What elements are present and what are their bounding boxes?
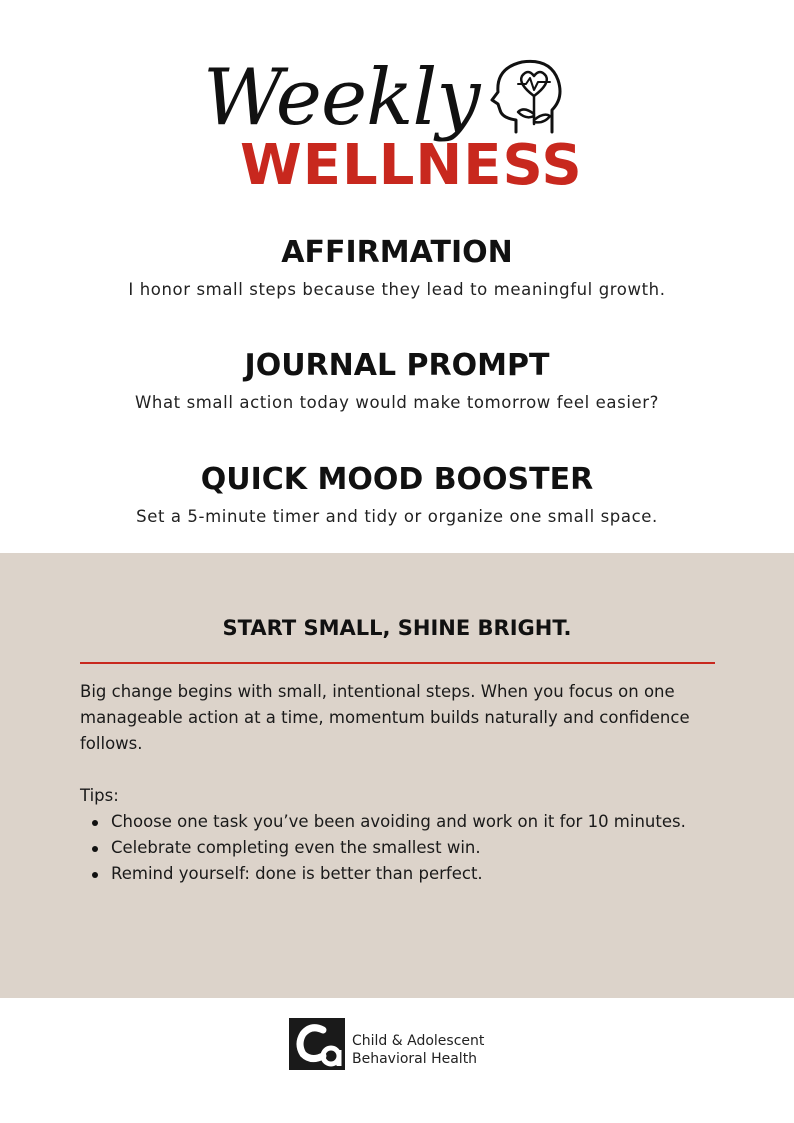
affirmation-heading: AFFIRMATION xyxy=(281,235,513,270)
footer-logo xyxy=(289,1018,549,1070)
title-wellness: WELLNESS xyxy=(240,133,583,198)
panel-divider xyxy=(80,662,715,664)
tips-panel xyxy=(0,553,794,998)
org-name-line2: Behavioral Health xyxy=(352,1051,478,1067)
journal-prompt-section xyxy=(0,348,794,414)
tip-item: Celebrate completing even the smallest win. xyxy=(111,835,715,861)
title-block xyxy=(0,50,794,200)
mood-booster-heading: QUICK MOOD BOOSTER xyxy=(200,462,594,497)
title-weekly: Weekly xyxy=(203,53,480,143)
affirmation-section xyxy=(0,235,794,301)
tip-item: Remind yourself: done is better than perfect. xyxy=(111,861,715,887)
ca-logo-icon xyxy=(289,1018,345,1070)
tips-list xyxy=(80,809,715,887)
panel-body xyxy=(80,679,715,887)
mood-booster-section xyxy=(0,462,794,528)
panel-title: START SMALL, SHINE BRIGHT. xyxy=(222,616,572,640)
tips-label: Tips: xyxy=(80,786,119,805)
org-name-line1: Child & Adolescent xyxy=(352,1033,485,1049)
org-name xyxy=(352,1032,484,1068)
journal-prompt-text: What small action today would make tomorrow feel easier? xyxy=(134,393,660,412)
tip-item: Choose one task you’ve been avoiding and work on it for 10 minutes. xyxy=(111,809,715,835)
mood-booster-text: Set a 5-minute timer and tidy or organize one small space. xyxy=(136,507,658,526)
head-heart-plant-icon xyxy=(488,54,566,138)
affirmation-text: I honor small steps because they lead to meaningful growth. xyxy=(128,280,666,299)
journal-prompt-heading: JOURNAL PROMPT xyxy=(244,348,550,383)
panel-paragraph: Big change begins with small, intentional steps. When you focus on one manageable action at a time, momentum builds naturally and confidence follows. xyxy=(80,682,690,753)
